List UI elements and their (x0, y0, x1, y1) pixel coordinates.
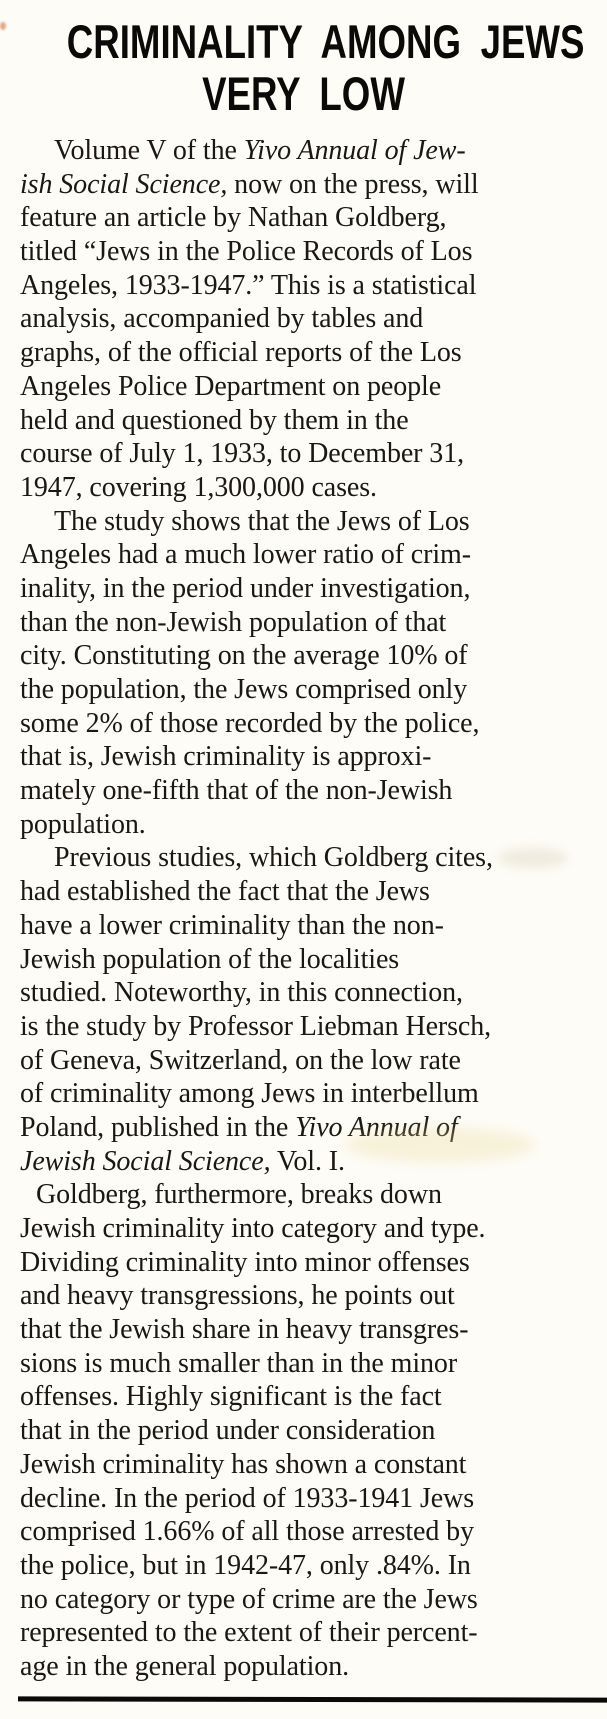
text-segment: feature an article by Nathan Goldberg, (20, 202, 447, 234)
text-line (20, 875, 596, 909)
text-line (20, 909, 596, 943)
text-line (20, 1246, 596, 1280)
text-line (20, 1212, 596, 1246)
text-line (20, 1313, 596, 1347)
text-line (20, 1111, 596, 1145)
italic-text-segment: Yivo Annual of Jew- (243, 135, 466, 166)
text-segment: graphs, of the official reports of the Los (20, 337, 462, 369)
text-segment: Angeles Police Department on people (20, 370, 442, 402)
paragraph (20, 505, 596, 842)
text-segment: sions is much smaller than in the minor (20, 1347, 458, 1379)
text-segment: of criminality among Jews in interbellum (20, 1078, 479, 1110)
text-segment: some 2% of those recorded by the police, (20, 707, 480, 739)
text-line (20, 1616, 596, 1650)
text-segment: the police, but in 1942-47, only .84%. In (20, 1549, 471, 1581)
text-line (20, 1482, 596, 1516)
text-line (20, 774, 596, 808)
text-segment: 1947, covering 1,300,000 cases. (20, 471, 377, 503)
text-line (20, 639, 596, 673)
text-segment: city. Constituting on the average 10% of (20, 640, 468, 672)
text-segment: Goldberg, furthermore, breaks down (36, 1179, 442, 1211)
text-line (20, 606, 596, 640)
text-segment: Jewish criminality into category and type. (20, 1213, 486, 1244)
text-segment: Vol. I. (270, 1145, 345, 1177)
text-segment: Previous studies, which Goldberg cites, (54, 842, 493, 874)
text-line (20, 1347, 596, 1381)
text-segment: no category or type of crime are the Jews (20, 1583, 478, 1615)
scan-speck (0, 22, 6, 30)
article-body (20, 134, 596, 1684)
bottom-rule (18, 1696, 607, 1702)
text-line (20, 1583, 596, 1617)
text-line (20, 808, 596, 842)
text-line (20, 302, 596, 336)
text-segment: now on the press, will (227, 168, 479, 200)
text-line (20, 1549, 596, 1583)
italic-text-segment: Jewish Social Science, (20, 1145, 271, 1177)
text-segment: had established the fact that the Jews (20, 876, 430, 908)
text-segment: population. (20, 808, 146, 840)
text-line (20, 1010, 596, 1044)
text-segment: comprised 1.66% of all those arrested by (20, 1516, 474, 1548)
text-line (20, 1145, 596, 1179)
text-segment: that is, Jewish criminality is approxi- (20, 741, 432, 773)
text-segment: that in the period under consideration (20, 1415, 436, 1447)
text-line (20, 134, 596, 168)
text-line (20, 841, 596, 875)
text-segment: decline. In the period of 1933-1941 Jews (20, 1482, 474, 1514)
text-segment: Jewish population of the localities (20, 943, 400, 975)
text-segment: mately one-fifth that of the non-Jewish (20, 775, 453, 807)
text-line (20, 1077, 596, 1111)
text-line (20, 572, 596, 606)
text-segment: inality, in the period under investigation, (20, 572, 471, 604)
text-segment: than the non-Jewish population of that (20, 606, 447, 638)
text-segment: that the Jewish share in heavy transgres- (20, 1314, 469, 1346)
paragraph (20, 841, 596, 1178)
text-line (20, 1414, 596, 1448)
text-line (20, 336, 596, 370)
text-line (20, 437, 596, 471)
article-headline (66, 15, 585, 120)
text-segment: The study shows that the Jews of Los (54, 505, 470, 537)
text-segment: the population, the Jews comprised only (20, 674, 468, 705)
text-line (20, 707, 596, 741)
text-line (20, 976, 596, 1010)
text-segment: held and questioned by them in the (20, 404, 409, 436)
text-segment: offenses. Highly significant is the fact (20, 1381, 442, 1413)
text-line (20, 269, 596, 303)
paragraph (20, 1178, 596, 1683)
text-line (20, 538, 596, 572)
text-segment: have a lower criminality than the non- (20, 909, 444, 941)
text-segment: represented to the extent of their percent- (20, 1617, 478, 1649)
italic-text-segment: Yivo Annual of (295, 1111, 458, 1143)
text-line (20, 673, 596, 707)
text-line (20, 740, 596, 774)
text-segment: Volume V of the (54, 135, 244, 166)
text-segment: Poland, published in the (20, 1111, 296, 1143)
headline-line-1: CRIMINALITY AMONG JEWS (66, 15, 585, 68)
text-line (20, 370, 596, 404)
text-segment: is the study by Professor Liebman Hersch, (20, 1010, 492, 1042)
text-segment: studied. Noteworthy, in this connection, (20, 977, 463, 1009)
text-line (20, 1279, 596, 1313)
italic-text-segment: ish Social Science, (20, 168, 228, 200)
text-line (20, 201, 596, 235)
text-segment: course of July 1, 1933, to December 31, (20, 438, 464, 470)
text-segment: Angeles, 1933-1947.” This is a statistical (20, 269, 477, 301)
text-line (20, 943, 596, 977)
text-segment: Dividing criminality into minor offenses (20, 1246, 470, 1278)
text-segment: age in the general population. (20, 1650, 349, 1682)
text-line (20, 404, 596, 438)
text-segment: Angeles had a much lower ratio of crim- (20, 539, 471, 571)
text-line (20, 505, 596, 539)
text-line (20, 168, 596, 202)
text-line (20, 1178, 596, 1212)
text-line (20, 471, 596, 505)
text-segment: and heavy transgressions, he points out (20, 1280, 455, 1312)
text-line (20, 1380, 596, 1414)
paragraph (20, 134, 596, 505)
text-line (20, 1515, 596, 1549)
text-line (20, 1044, 596, 1078)
text-line (20, 1448, 596, 1482)
headline-line-2: VERY LOW (202, 67, 405, 120)
text-segment: Jewish criminality has shown a constant (20, 1448, 467, 1480)
text-line (20, 235, 596, 269)
text-segment: titled “Jews in the Police Records of Los (20, 236, 473, 268)
text-line (20, 1650, 596, 1684)
text-segment: of Geneva, Switzerland, on the low rate (20, 1044, 461, 1076)
text-segment: analysis, accompanied by tables and (20, 303, 424, 335)
